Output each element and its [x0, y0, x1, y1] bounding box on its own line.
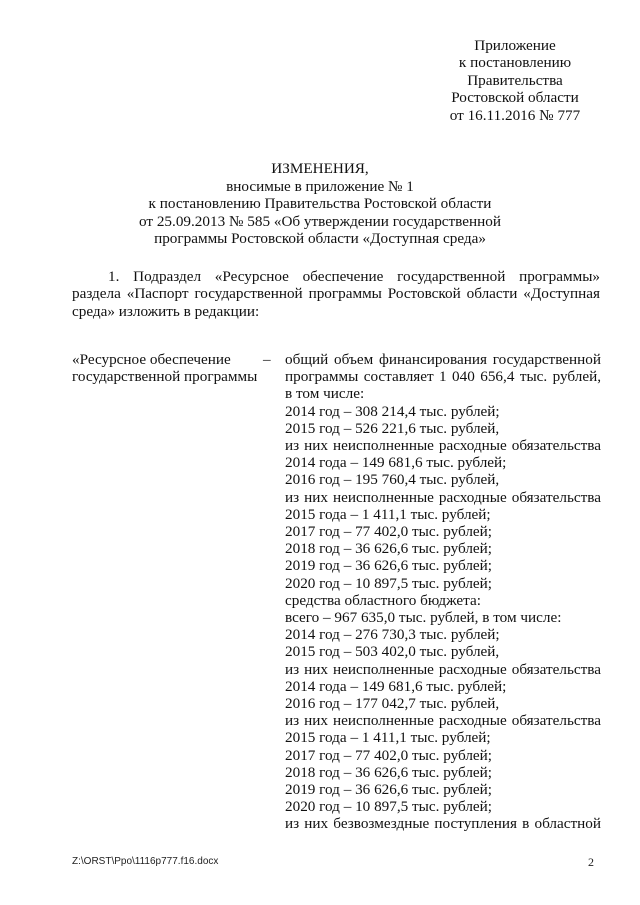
right-cell-line: 2015 год – 526 221,6 тыс. рублей, [285, 419, 500, 437]
right-cell-line: средства областного бюджета: [285, 591, 481, 609]
appendix-line: к постановлению [458, 54, 572, 72]
appendix-line: Ростовской области [451, 89, 579, 107]
page-number: 2 [588, 855, 594, 869]
right-cell-line: 2014 года – 149 681,6 тыс. рублей; [285, 677, 507, 695]
right-cell-line: всего – 967 635,0 тыс. рублей, в том числе: [285, 609, 562, 627]
right-cell-line: 2017 год – 77 402,0 тыс. рублей; [285, 523, 493, 541]
heading-line: от 25.09.2013 № 585 «Об утверждении государственной [139, 212, 501, 230]
right-cell-line: 2020 год – 10 897,5 тыс. рублей; [285, 574, 493, 592]
heading-title: ИЗМЕНЕНИЯ, [271, 160, 369, 177]
amendment-paragraph [72, 268, 600, 320]
right-cell-line: 2018 год – 36 626,6 тыс. рублей; [285, 763, 493, 781]
right-cell-line: 2018 год – 36 626,6 тыс. рублей; [285, 540, 493, 558]
right-cell-line: общий объем финансирования государственной [285, 351, 601, 368]
paragraph-line: раздела «Паспорт государственной программы Ростовской области «Доступная [72, 285, 600, 303]
document-heading [0, 160, 640, 248]
right-cell-line: 2015 года – 1 411,1 тыс. рублей; [285, 729, 491, 747]
table-dash: – [263, 351, 271, 368]
right-cell-line: программы составляет 1 040 656,4 тыс. рублей, [285, 368, 601, 386]
right-cell-line: 2020 год – 10 897,5 тыс. рублей; [285, 798, 493, 816]
right-cell-line: из них неисполненные расходные обязательства [285, 437, 601, 455]
heading-line: вносимые в приложение № 1 [226, 177, 414, 195]
right-cell-line: из них неисполненные расходные обязательства [285, 712, 601, 730]
right-cell-line: 2015 год – 503 402,0 тыс. рублей, [285, 643, 500, 661]
paragraph-line: среда» изложить в редакции: [72, 302, 260, 320]
right-cell-line: 2019 год – 36 626,6 тыс. рублей; [285, 557, 493, 575]
right-cell-line: из них неисполненные расходные обязательства [285, 488, 601, 506]
appendix-line: Приложение [474, 37, 556, 54]
right-cell-line: 2019 год – 36 626,6 тыс. рублей; [285, 781, 493, 799]
right-cell-line: из них неисполненные расходные обязательства [285, 660, 601, 678]
heading-line: к постановлению Правительства Ростовской области [148, 195, 492, 213]
right-cell-line: из них безвозмездные поступления в областной [285, 815, 601, 833]
appendix-line: от 16.11.2016 № 777 [449, 106, 581, 124]
footer-file-path: Z:\ORST\Ppo\1116p777.f16.docx [72, 856, 219, 867]
right-cell-line: 2015 года – 1 411,1 тыс. рублей; [285, 505, 491, 523]
paragraph-line: 1. Подраздел «Ресурсное обеспечение государственной программы» [108, 268, 600, 285]
right-cell-line: 2017 год – 77 402,0 тыс. рублей; [285, 746, 493, 764]
left-cell-line: государственной программы [72, 368, 258, 386]
right-cell-line: 2014 года – 149 681,6 тыс. рублей; [285, 454, 507, 472]
table-right-column [285, 351, 601, 833]
right-cell-line: 2016 год – 195 760,4 тыс. рублей, [285, 471, 500, 489]
appendix-line: Правительства [467, 71, 563, 89]
right-cell-line: 2016 год – 177 042,7 тыс. рублей, [285, 695, 500, 713]
appendix-block [0, 37, 634, 124]
left-cell-line: «Ресурсное обеспечение [72, 351, 231, 368]
right-cell-line: 2014 год – 276 730,3 тыс. рублей; [285, 626, 500, 644]
table-left-column [72, 351, 262, 386]
heading-line: программы Ростовской области «Доступная среда» [154, 230, 486, 248]
right-cell-line: 2014 год – 308 214,4 тыс. рублей; [285, 402, 500, 420]
right-cell-line: в том числе: [285, 385, 365, 403]
